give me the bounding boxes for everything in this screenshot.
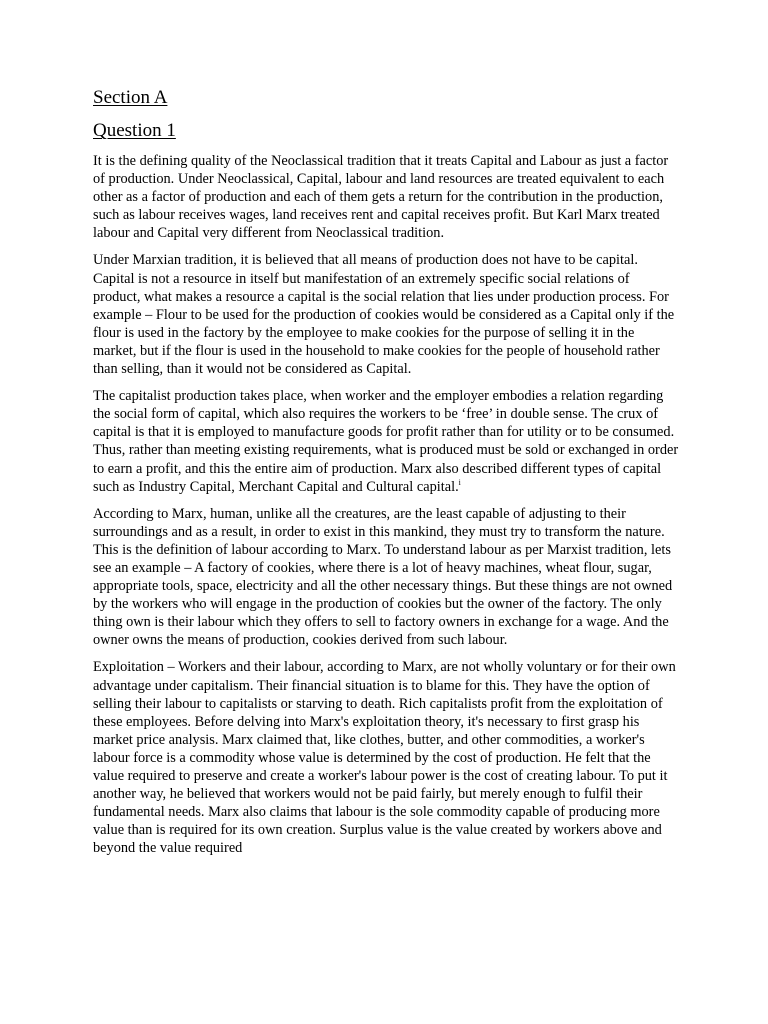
section-heading: Section A: [93, 87, 168, 108]
question-heading: Question 1: [93, 120, 176, 141]
paragraph-marxian-capital: Under Marxian tradition, it is believed that all means of production does not have to be capital. Capital is not a resource in itself but manifestation of an extremely specific social relations of product, what makes a resource a capital is the social relation that lies under production process. For example – Flour to be used for the production of cookies would be considered as a Capital only if the flour is used in the factory by the employee to make cookies for the purpose of selling it in the market, but if the flour is used in the household to make cookies for the people of household rather than selling, than it would not be considered as Capital.: [93, 252, 675, 378]
document-page: [93, 86, 679, 866]
paragraph-exploitation: Exploitation – Workers and their labour, according to Marx, are not wholly voluntary or for their own advantage under capitalism. Their financial situation is to blame for this. They have the option of selling their labour to capitalists or starving to death. Rich capitalists profit from the exploitation of these employees. Before delving into Marx's exploitation theory, it's necessary to first grasp his market price analysis. Marx claimed that, like clothes, butter, and other commodities, a worker's labour force is a commodity whose value is determined by the cost of production. He felt that the value required to preserve and create a worker's labour power is the cost of creating labour. To put it another way, he believed that workers would not be paid fairly, but merely enough to fulfil their fundamental needs. Marx also claims that labour is the sole commodity capable of producing more value than is required for its own creation. Surplus value is the value created by workers above and beyond the value required: [93, 659, 676, 857]
paragraph-capitalist-production-text: The capitalist production takes place, when worker and the employer embodies a relation regarding the social form of capital, which also requires the workers to be ‘free’ in double sense. The crux of capital is that it is employed to manufacture goods for profit rather than for utility or to be consumed. Thus, rather than meeting existing requirements, what is produced must be sold or exchanged in order to earn a profit, and this the entire aim of production. Marx also described different types of capital such as Industry Capital, Merchant Capital and Cultural capital.: [93, 388, 679, 495]
paragraph-neoclassical: It is the defining quality of the Neoclassical tradition that it treats Capital and Labour as just a factor of production. Under Neoclassical, Capital, labour and land resources are treated equivalent to each other as a factor of production and each of them gets a return for the contribution in the production, such as labour receives wages, land receives rent and capital receives profit. But Karl Marx treated labour and Capital very different from Neoclassical tradition.: [93, 153, 669, 242]
paragraph-capitalist-production: [93, 387, 679, 496]
footnote-marker[interactable]: i: [458, 477, 461, 487]
paragraph-labour: According to Marx, human, unlike all the creatures, are the least capable of adjusting to their surroundings and as a result, in order to exist in this mankind, they must try to transform the nature. This is the definition of labour according to Marx. To understand labour as per Marxist tradition, lets see an example – A factory of cookies, where there is a lot of heavy machines, wheat flour, sugar, appropriate tools, space, electricity and all the other necessary things. But these things are not owned by the workers who will engage in the production of cookies but the owner of the factory. The only thing own is their labour which they offers to sell to factory owners in exchange for a wage. And the owner owns the means of production, cookies derived from such labour.: [93, 505, 673, 649]
